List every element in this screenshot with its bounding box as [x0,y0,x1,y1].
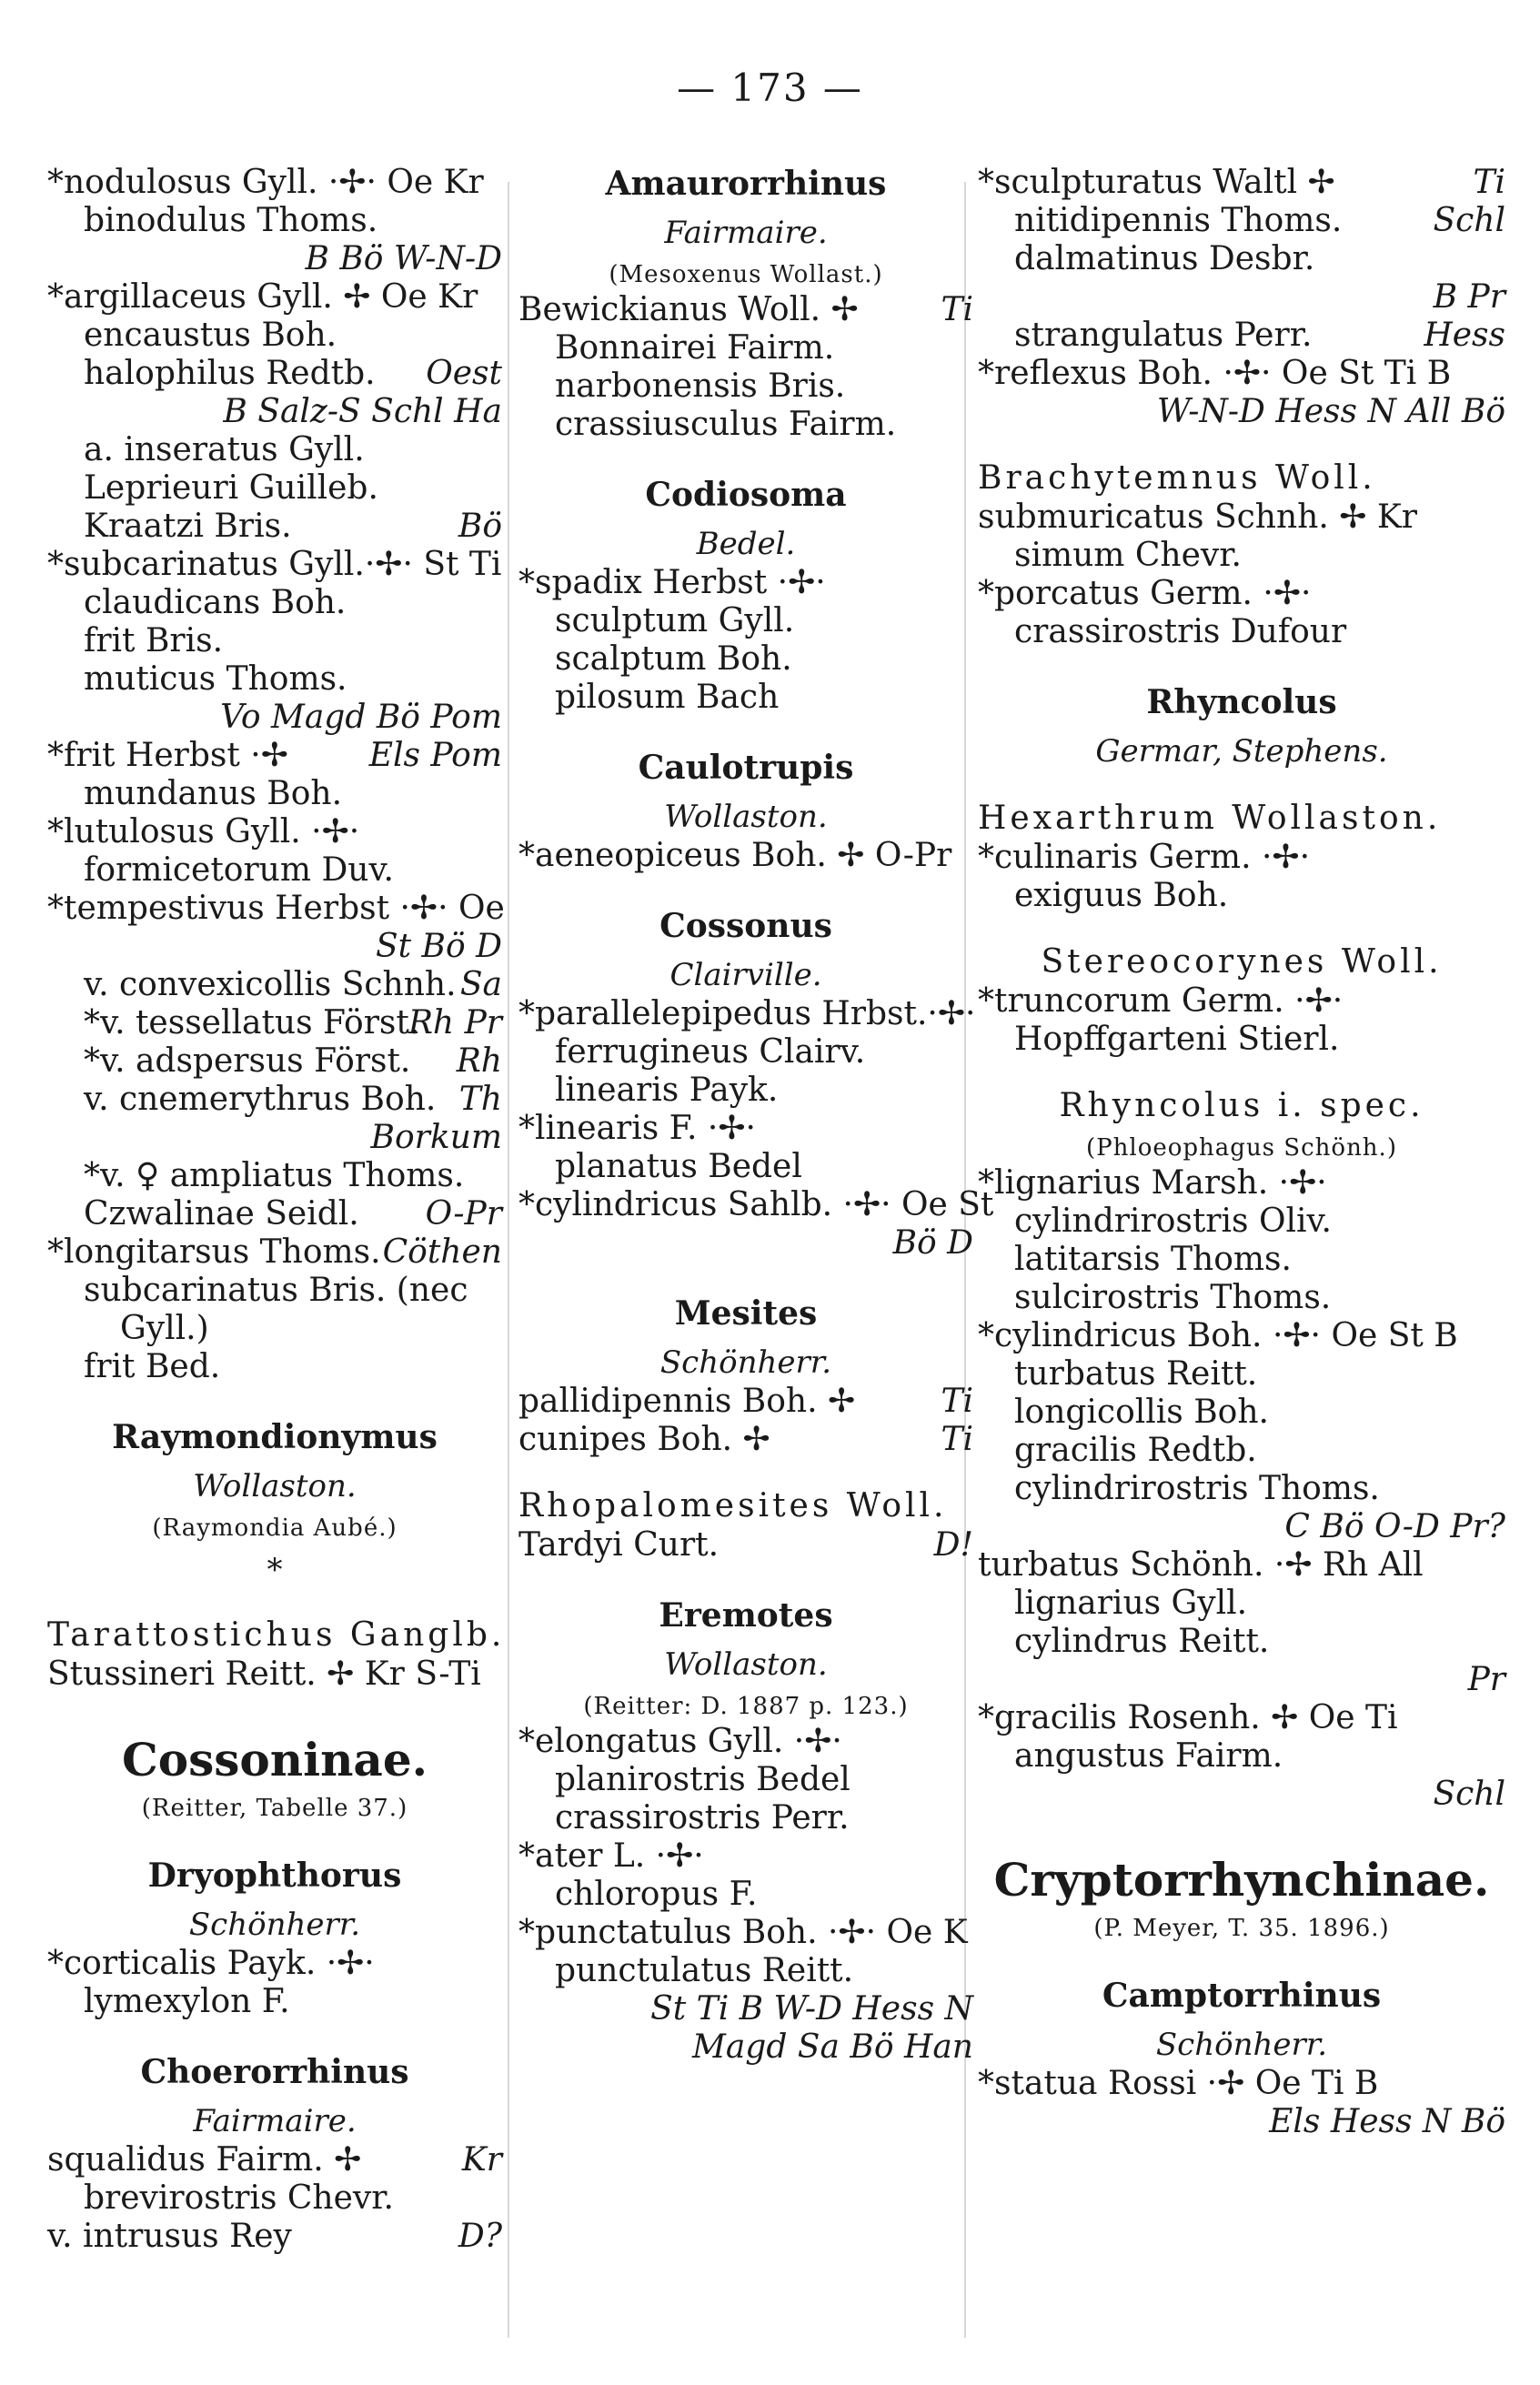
entry-line [47,1157,502,1195]
locality-abbrev: Ti [941,291,973,328]
entry-text: crassirostris Dufour [1014,613,1347,650]
entry-text: *porcatus Germ. ·✢· [978,575,1312,612]
entry-line [518,995,976,1033]
column-left [47,164,506,2256]
entry-line [518,1421,973,1459]
entry-text: crassirostris Perr. [555,1799,850,1837]
entry-text: crassiusculus Fairm. [555,406,897,443]
entry-text: Kraatzi Bris. [84,508,292,545]
entry-text: *gracilis Rosenh. ✢ Oe Ti [978,1699,1398,1736]
locality-abbrev: Hess [1424,317,1505,354]
genus-author: Wollaston. [664,1646,828,1683]
entry-text: *frit Herbst ·✢ [47,737,288,774]
entry-text: *reflexus Boh. ·✢· Oe St Ti B [978,355,1452,392]
entry-line [978,498,1505,537]
entry-line [978,1241,1505,1279]
entry-text: cylindrirostris Thoms. [1014,1470,1380,1507]
entry-text: frit Bed. [84,1348,221,1385]
genus-heading: Eremotes [659,1596,833,1635]
locality-abbrev: Els Pom [368,737,502,774]
locality-line: St Bö D [375,928,502,965]
entry-line [518,837,973,875]
entry-line [978,1394,1505,1432]
entry-text: *sculpturatus Waltl ✢ [978,164,1335,201]
entry-text: v. intrusus Rey [47,2218,292,2255]
entry-text: latitarsis Thoms. [1014,1241,1292,1278]
entry-line [47,890,505,928]
subfamily-heading: Cryptorrhynchinae. [993,1853,1490,1907]
entry-line [978,1585,1505,1623]
synonym-note: (Mesoxenus Wollast.) [609,261,883,288]
genus-heading: Camptorrhinus [1102,1977,1382,2015]
locality-abbrev: Schl [1433,202,1505,239]
genus-heading: Amaurorrhinus [605,165,887,203]
column-middle [518,164,994,2067]
entry-line [978,537,1505,575]
entry-line [518,1799,973,1837]
entry-line [518,406,973,444]
entry-line [518,1033,973,1072]
entry-text: Bewickianus Woll. ✢ [518,291,859,328]
locality-line: Vo Magd Bö Pom [220,699,502,736]
entry-text: Czwalinae Seidl. [84,1195,359,1233]
entry-line [47,775,502,813]
locality-line: W-N-D Hess N All Bö [1156,393,1505,430]
locality-abbrev: Ti [941,1383,973,1420]
entry-line [518,329,973,367]
genus-heading: Raymondionymus [112,1418,438,1456]
entry-text: lignarius Gyll. [1014,1585,1248,1622]
entry-line [47,278,502,317]
subgenus-heading: Stereocorynes Woll. [1041,943,1443,981]
entry-line [47,1272,502,1310]
genus-heading: Choerorrhinus [140,2053,409,2091]
entry-line [518,564,973,602]
entry-line [978,317,1505,355]
entry-text: *lignarius Marsh. ·✢· [978,1164,1327,1202]
locality-abbrev: Rh Pr [408,1004,502,1042]
entry-line [978,1164,1505,1203]
entry-text: nitidipennis Thoms. [1014,202,1343,239]
entry-line [47,2218,502,2256]
locality-line: Pr [1467,1661,1505,1698]
entry-line [47,1081,502,1119]
entry-line [47,2141,502,2179]
genus-author: Schönherr. [1155,2027,1328,2063]
entry-line [47,813,502,851]
genus-author: Wollaston. [193,1468,357,1504]
entry-text: dalmatinus Desbr. [1014,240,1315,277]
entry-line [518,1723,973,1761]
entry-line [978,1355,1505,1394]
locality-line: C Bö O-D Pr? [1284,1508,1505,1545]
entry-text: *v. adspersus Först. [84,1042,411,1080]
entry-text: cylindrus Reitt. [1014,1623,1270,1660]
locality-line: St Ti B W-D Hess N [650,1990,973,2028]
entry-line [47,1042,502,1081]
entry-text: turbatus Schönh. ·✢ Rh All [978,1546,1424,1584]
genus-author: Schönherr. [188,1907,361,1943]
entry-line [978,355,1505,393]
entry-text: *v. tessellatus Först. [84,1004,420,1042]
entry-line [978,613,1505,651]
entry-line [47,584,502,622]
entry-line [518,1876,973,1914]
entry-line [978,575,1505,613]
entry-text: binodulus Thoms. [84,202,378,239]
synonym-note: (Reitter: D. 1887 p. 123.) [583,1693,909,1720]
entry-text: frit Bris. [84,622,224,659]
entry-line [47,1310,502,1348]
locality-abbrev: Th [458,1081,502,1118]
entry-text: pallidipennis Boh. ✢ [518,1383,856,1420]
entry-text: Stussineri Reitt. ✢ Kr S-Ti [47,1655,481,1693]
entry-line [978,1432,1505,1470]
entry-text: formicetorum Duv. [84,851,394,889]
synonym-note: (Reitter, Tabelle 37.) [141,1795,408,1822]
entry-line [978,1317,1505,1355]
genus-heading: Cossonus [659,907,832,945]
entry-text: scalptum Boh. [555,640,792,678]
page-number: — 173 — [677,65,863,110]
entry-text: *cylindricus Boh. ·✢· Oe St B [978,1317,1458,1354]
entry-line [978,877,1505,915]
locality-line: B Salz-S Schl Ha [223,393,502,430]
locality-abbrev: Rh [456,1042,502,1080]
entry-line [978,1699,1505,1737]
entry-text: *punctatulus Boh. ·✢· Oe K [518,1914,968,1951]
entry-text: halophilus Redtb. [84,355,376,392]
column-divider [508,182,509,2338]
entry-line [978,839,1505,877]
entry-line [47,660,502,699]
genus-author: Clairville. [669,957,822,993]
entry-line [978,982,1505,1021]
locality-line: Borkum [370,1119,502,1156]
entry-line [47,546,502,584]
entry-line [47,966,502,1004]
locality-abbrev: Ti [941,1421,973,1458]
entry-text: *corticalis Payk. ·✢· [47,1945,375,1982]
entry-line [978,1203,1505,1241]
entry-line [518,1148,973,1186]
entry-text: v. convexicollis Schnh. [84,966,457,1003]
entry-text: simum Chevr. [1014,537,1242,574]
entry-line [47,317,502,355]
entry-text: squalidus Fairm. ✢ [47,2141,362,2179]
entry-text: turbatus Reitt. [1014,1355,1258,1393]
entry-text: *argillaceus Gyll. ✢ Oe Kr [47,278,478,316]
entry-text: muticus Thoms. [84,660,347,698]
entry-text: *statua Rossi ·✢ Oe Ti B [978,2065,1379,2102]
entry-text: punctulatus Reitt. [555,1952,854,1989]
synonym-note: (Raymondia Aubé.) [152,1515,398,1542]
entry-line [978,1279,1505,1317]
genus-author: Germar, Stephens. [1095,733,1388,770]
entry-text: planatus Bedel [555,1148,802,1185]
locality-abbrev: D? [458,2218,502,2255]
entry-text: *linearis F. ·✢· [518,1110,756,1147]
entry-line [47,1004,502,1042]
entry-line [47,1655,502,1694]
entry-line [47,1945,502,1983]
locality-abbrev: D! [933,1526,973,1564]
subgenus-heading: Rhyncolus i. spec. [1059,1087,1424,1124]
genus-author: Fairmaire. [193,2103,357,2139]
entry-text: Gyll.) [120,1310,209,1347]
entry-text: brevirostris Chevr. [84,2179,394,2217]
entry-text: submuricatus Schnh. ✢ Kr [978,498,1417,536]
entry-text: cylindrirostris Oliv. [1014,1203,1332,1240]
locality-abbrev: O-Pr [425,1195,502,1233]
entry-text: Leprieuri Guilleb. [84,469,378,507]
genus-heading: Dryophthorus [147,1857,402,1895]
entry-text: *elongatus Gyll. ·✢· [518,1723,842,1760]
synonym-note: (Phloeophagus Schönh.) [1086,1134,1397,1162]
genus-author: Schönherr. [659,1344,832,1381]
entry-line [978,164,1505,202]
entry-text: exiguus Boh. [1014,877,1229,914]
entry-line [978,1470,1505,1508]
entry-text: ferrugineus Clairv. [555,1033,866,1071]
entry-line [518,1914,973,1952]
entry-text: *subcarinatus Gyll.·✢· St Ti [47,546,502,583]
entry-text: planirostris Bedel [555,1761,851,1798]
entry-line [518,1383,973,1421]
genus-author: Wollaston. [664,799,828,835]
entry-line [47,622,502,660]
entry-text: *truncorum Germ. ·✢· [978,982,1344,1020]
entry-line [47,737,502,775]
entry-line [978,1021,1505,1059]
subgenus-heading: Tarattostichus Ganglb. [47,1616,506,1654]
subgenus-heading: Hexarthrum Wollaston. [978,800,1442,837]
entry-line [518,1761,973,1799]
entry-line [978,1737,1505,1776]
entry-text: strangulatus Perr. [1014,317,1313,354]
entry-text: sulcirostris Thoms. [1014,1279,1332,1316]
subgenus-heading: Brachytemnus Woll. [978,459,1376,497]
entry-line [518,367,973,406]
locality-abbrev: Oest [426,355,502,392]
entry-line [978,202,1505,240]
entry-text: chloropus F. [555,1876,758,1913]
entry-line [47,164,502,202]
entry-text: cunipes Boh. ✢ [518,1421,770,1458]
entry-line [978,2065,1505,2103]
entry-text: *parallelepipedus Hrbst.·✢· [518,995,976,1032]
entry-line [518,1952,973,1990]
entry-text: narbonensis Bris. [555,367,846,405]
genus-author: Bedel. [696,526,796,562]
locality-abbrev: Kr [461,2141,502,2179]
entry-text: a. inseratus Gyll. [84,431,365,468]
entry-text: Tardyi Curt. [518,1526,720,1564]
entry-text: Bonnairei Fairm. [555,329,835,367]
entry-line [518,679,973,717]
locality-line: Magd Sa Bö Han [691,2028,973,2066]
locality-abbrev: Sa [459,966,502,1003]
genus-heading: Mesites [674,1294,818,1333]
entry-text: pilosum Bach [555,679,780,716]
genus-heading: Codiosoma [645,476,847,514]
entry-text: *aeneopiceus Boh. ✢ O-Pr [518,837,952,874]
locality-line: B Bö W-N-D [305,240,502,277]
entry-text: *v. ♀ ampliatus Thoms. [84,1157,465,1194]
entry-line [978,1546,1505,1585]
entry-line [978,1623,1505,1661]
entry-line [47,1348,502,1386]
genus-author: Fairmaire. [664,215,828,251]
locality-abbrev: Cöthen [382,1233,502,1271]
entry-text: linearis Payk. [555,1072,779,1109]
entry-line [47,1195,502,1233]
entry-text: v. cnemerythrus Boh. [84,1081,437,1118]
locality-abbrev: Bö [458,508,502,545]
entry-line [47,431,502,469]
locality-line: Schl [1433,1776,1505,1813]
entry-text: Hopffgarteni Stierl. [1014,1021,1340,1058]
entry-text: *cylindricus Sahlb. ·✢· Oe St [518,1186,994,1223]
entry-text: *culinaris Germ. ·✢· [978,839,1311,876]
entry-text: mundanus Boh. [84,775,343,812]
entry-line [47,202,502,240]
locality-line: Bö D [892,1224,973,1262]
entry-line [518,602,973,640]
entry-text: *ater L. ·✢· [518,1837,704,1875]
entry-text: longicollis Boh. [1014,1394,1269,1431]
subgenus-heading: Rhopalomesites Woll. [518,1487,948,1525]
entry-line [518,1186,994,1224]
asterisk-separator: * [267,1552,283,1588]
subfamily-heading: Cossoninae. [121,1733,428,1786]
entry-line [47,851,502,890]
entry-text: *lutulosus Gyll. ·✢· [47,813,360,850]
entry-text: subcarinatus Bris. (nec [84,1272,468,1309]
entry-line [518,1072,973,1110]
column-right [978,164,1505,2141]
entry-text: *spadix Herbst ·✢· [518,564,826,601]
genus-heading: Caulotrupis [638,749,854,787]
entry-line [47,508,502,546]
synonym-note: (P. Meyer, T. 35. 1896.) [1093,1915,1390,1942]
entry-text: *tempestivus Herbst ·✢· Oe [47,890,505,927]
entry-text: claudicans Boh. [84,584,347,621]
locality-abbrev: Ti [1473,164,1505,201]
entry-line [518,640,973,679]
entry-text: sculptum Gyll. [555,602,795,639]
entry-line [47,1233,502,1272]
entry-line [518,1110,973,1148]
entry-text: angustus Fairm. [1014,1737,1283,1775]
entry-text: *longitarsus Thoms. [47,1233,381,1271]
entry-text: *nodulosus Gyll. ·✢· Oe Kr [47,164,484,201]
locality-line: B Pr [1433,278,1505,316]
entry-line [47,469,502,508]
entry-line [978,240,1505,278]
locality-line: Els Hess N Bö [1269,2103,1505,2140]
entry-line [47,2179,502,2218]
entry-line [518,291,973,329]
entry-line [47,1983,502,2021]
entry-text: encaustus Boh. [84,317,337,354]
entry-line [518,1526,973,1565]
entry-line [518,1837,973,1876]
entry-text: gracilis Redtb. [1014,1432,1257,1469]
genus-heading: Rhyncolus [1146,683,1337,721]
entry-text: lymexylon F. [84,1983,290,2020]
entry-line [47,355,502,393]
